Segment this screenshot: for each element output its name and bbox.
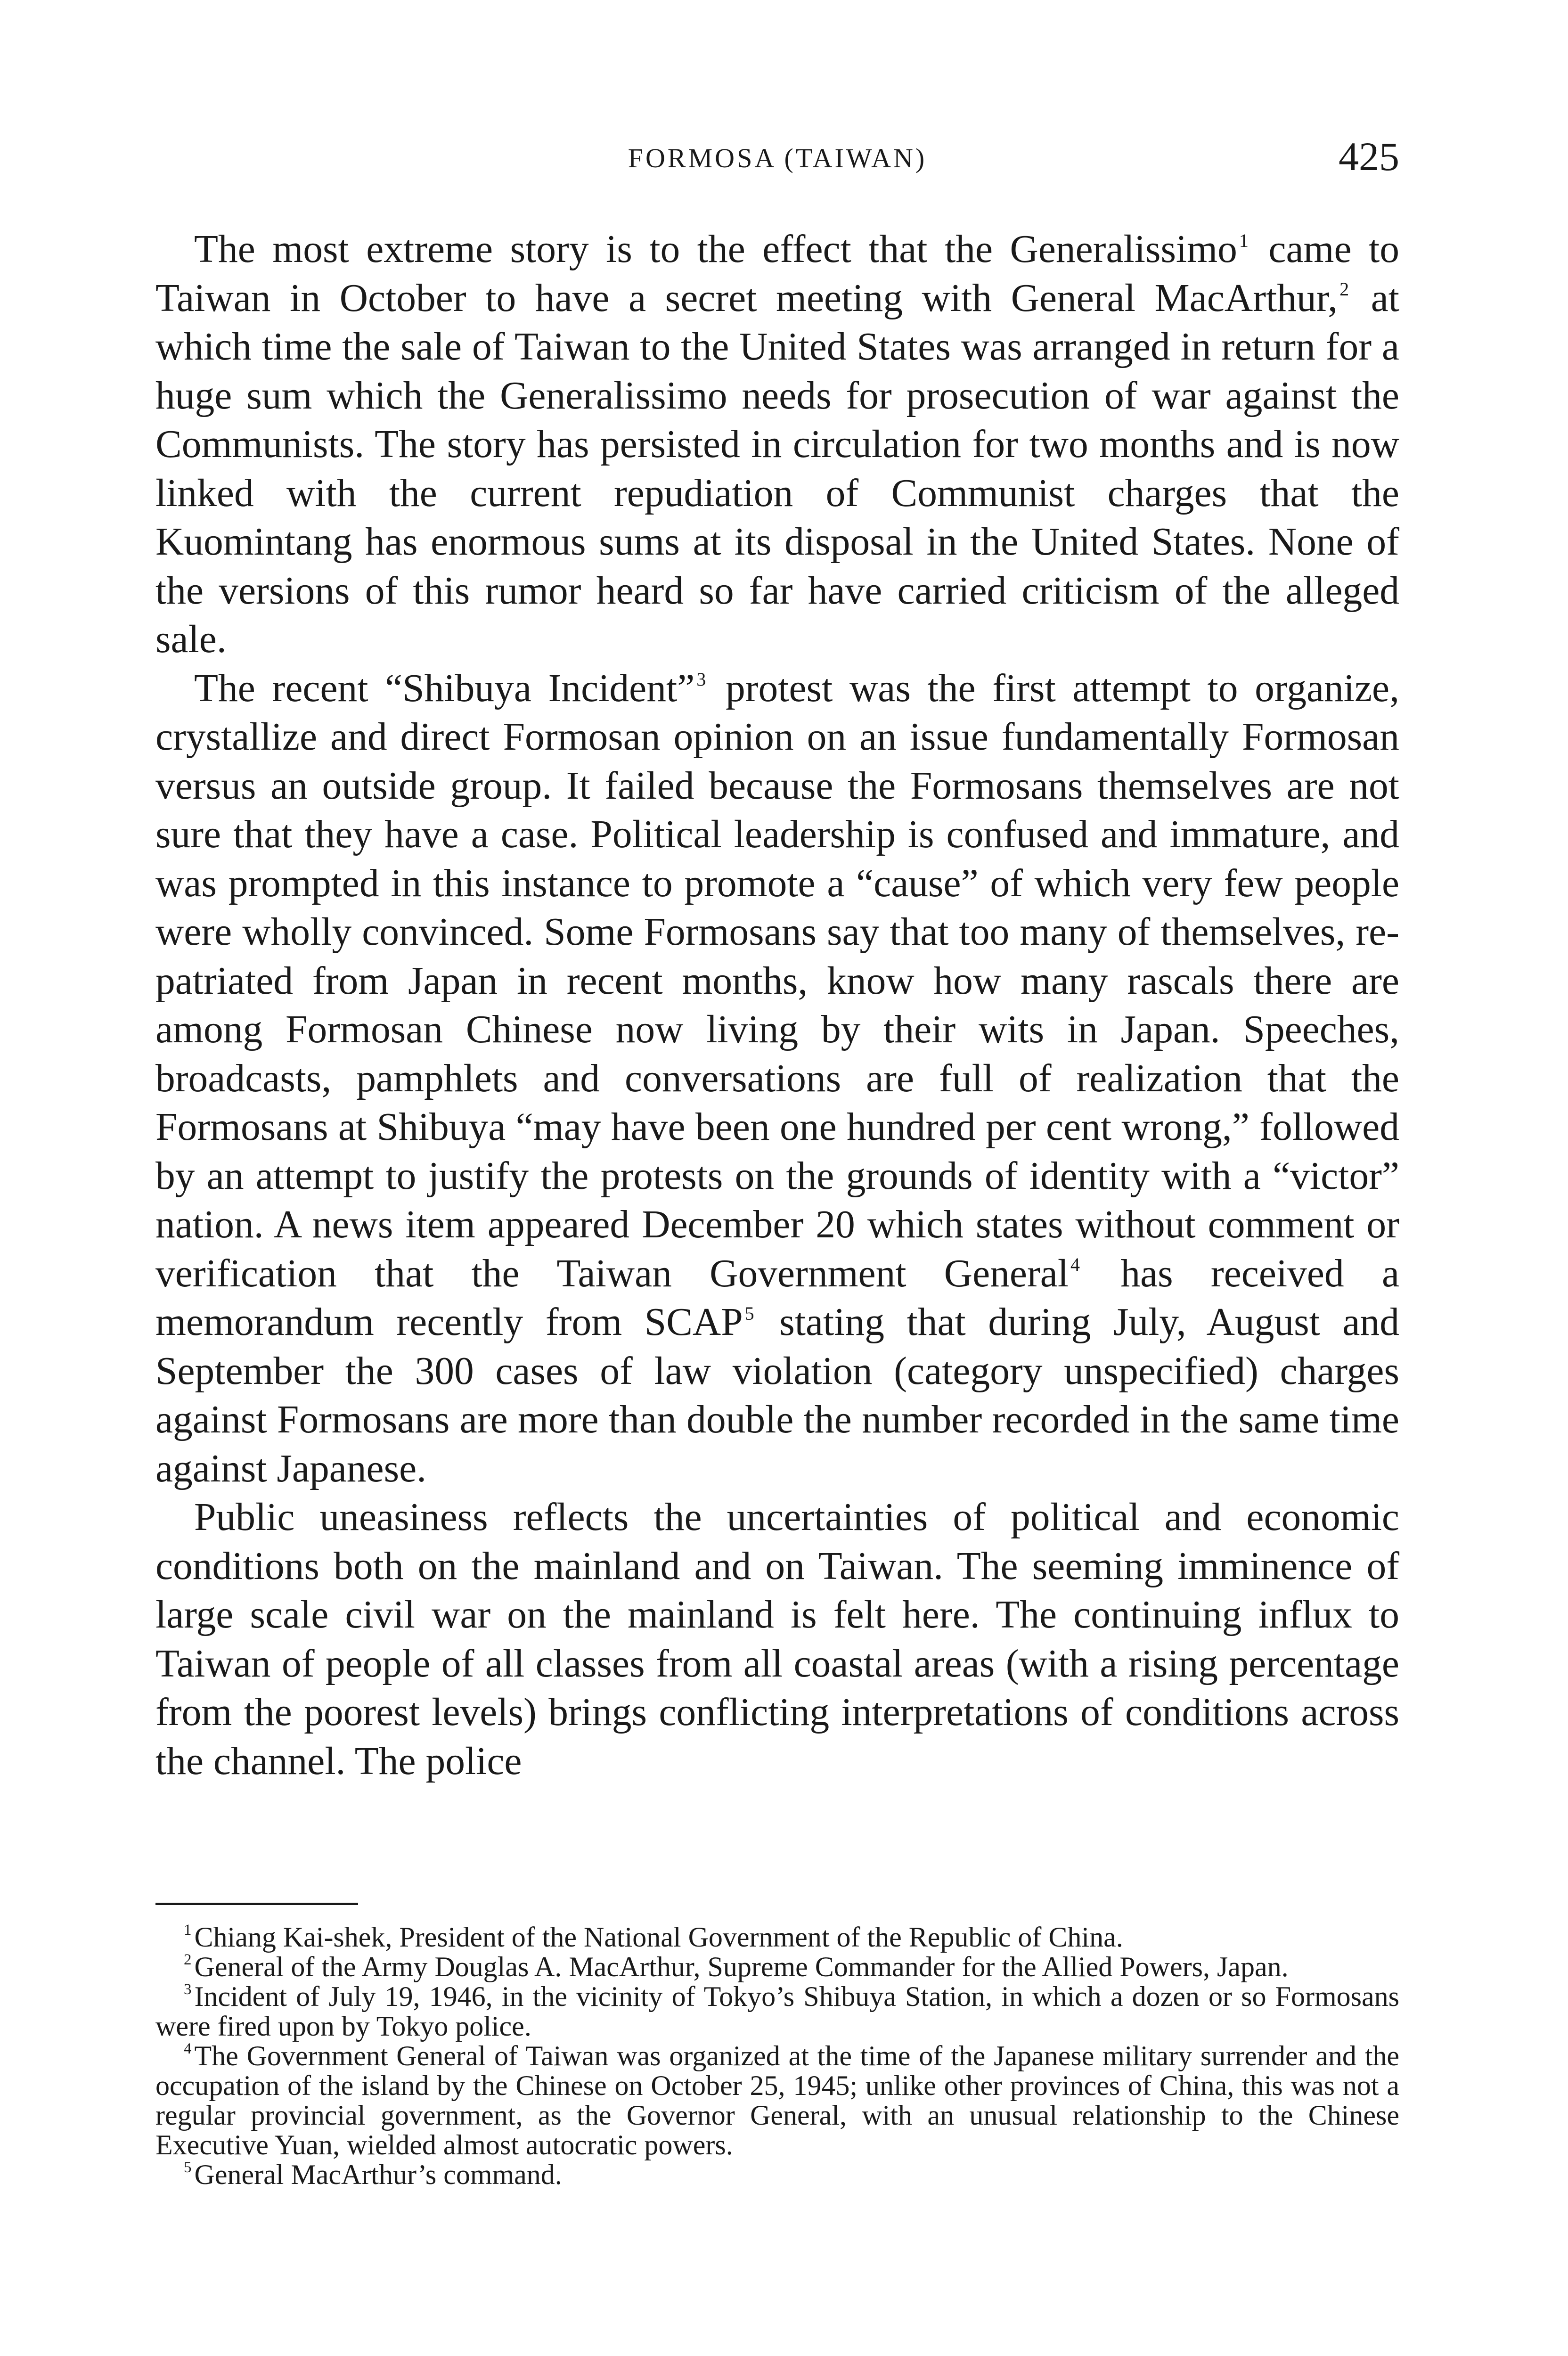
text-span: stating that during July, August and September the 300 cases of law violation (category unspecified) charges against Formosans are more than double the number recorded in the same time against Japanese. bbox=[155, 1301, 1399, 1490]
paragraph bbox=[155, 664, 1399, 1494]
body-text bbox=[155, 225, 1399, 1786]
footnote-mark: 4 bbox=[184, 2040, 192, 2058]
text-span: has received a memorandum recently from SCAP bbox=[155, 1252, 1400, 1344]
footnote-ref: 3 bbox=[696, 669, 706, 690]
footnote-text: Chiang Kai-shek, President of the National Government of the Republic of China. bbox=[194, 1922, 1123, 1953]
footnote-mark: 2 bbox=[184, 1951, 192, 1969]
paragraph bbox=[155, 1493, 1399, 1786]
footnote-ref: 2 bbox=[1339, 278, 1349, 300]
running-title: FORMOSA (TAIWAN) bbox=[628, 143, 927, 173]
text-span: at which time the sale of Taiwan to the United States was arranged in return for a huge sum which the Generalissimo needs for prosecution of war against the Communists. The story has persisted in circulation for two months and is now linked with the current repudiation of Communist charges that the Kuomintang has enormous sums at its disposal in the United States. None of the versions of this rumor heard so far have carried criticism of the alleged sale. bbox=[155, 276, 1399, 661]
footnote-ref: 4 bbox=[1070, 1254, 1080, 1276]
footnote bbox=[155, 1952, 1399, 1982]
text-span: protest was the first attempt to organize, crystallize and direct Formosan opinion on an issue fundamentally Formosan versus an outside group. It failed because the Formosans themselves are not sure that they have a case. Political leadership is confused and immature, and was prompted in this instance to promote a “cause” of which very few people were wholly convinced. Some Formosans say that too many of themselves, repatriated from Japan in recent months, know how many rascals there are among Formosan Chinese now living by their wits in Japan. Speeches, broadcasts, pamphlets and conversations are full of realization that the Formosans at Shibuya “may have been one hundred per cent wrong,” followed by an attempt to justify the protests on the grounds of identity with a “victor” nation. A news item appeared December 20 which states without comment or verification that the Taiwan Government General bbox=[155, 666, 1399, 1295]
text-span: came to Taiwan in October to have a secret meeting with General MacArthur, bbox=[155, 228, 1399, 320]
footnote-mark: 5 bbox=[184, 2159, 192, 2176]
footnotes bbox=[155, 1922, 1399, 2190]
footnote-mark: 1 bbox=[184, 1922, 192, 1939]
footnote-text: Incident of July 19, 1946, in the vicinity of Tokyo’s Shibuya Station, in which a dozen or so Formosans were fired upon by Tokyo police. bbox=[155, 1981, 1399, 2042]
text-span: Public uneasiness reflects the uncertainties of political and economic conditions both on the mainland and on Taiwan. The seeming imminence of large scale civil war on the mainland is felt here. The continuing influx to Taiwan of people of all classes from all coastal areas (with a rising percentage from the poorest levels) brings conflicting interpretations of conditions across the channel. The police bbox=[155, 1496, 1399, 1783]
footnote-ref: 1 bbox=[1239, 229, 1249, 251]
footnote-ref: 5 bbox=[744, 1302, 754, 1324]
page-number: 425 bbox=[1339, 134, 1399, 179]
footnote-text: General MacArthur’s command. bbox=[194, 2159, 562, 2190]
footnote-rule bbox=[155, 1903, 358, 1905]
footnote bbox=[155, 1982, 1399, 2041]
footnote bbox=[155, 1922, 1399, 1952]
text-span: The most extreme story is to the effect that the Generalissimo bbox=[194, 228, 1237, 271]
footnote bbox=[155, 2160, 1399, 2190]
footnote-text: General of the Army Douglas A. MacArthur, Supreme Commander for the Allied Powers, Japan. bbox=[194, 1951, 1289, 1982]
footnote-mark: 3 bbox=[184, 1981, 192, 1998]
footnote-text: The Government General of Taiwan was organized at the time of the Japanese military surrender and the occupation of the island by the Chinese on October 25, 1945; unlike other provinces of China, this was not a regular provincial government, as the Governor General, with an unusual relationship to the Chinese Executive Yuan, wielded almost autocratic powers. bbox=[155, 2040, 1399, 2160]
footnote bbox=[155, 2041, 1399, 2160]
text-span: The recent “Shibuya Incident” bbox=[194, 666, 695, 710]
paragraph bbox=[155, 225, 1399, 664]
running-head bbox=[155, 133, 1399, 185]
